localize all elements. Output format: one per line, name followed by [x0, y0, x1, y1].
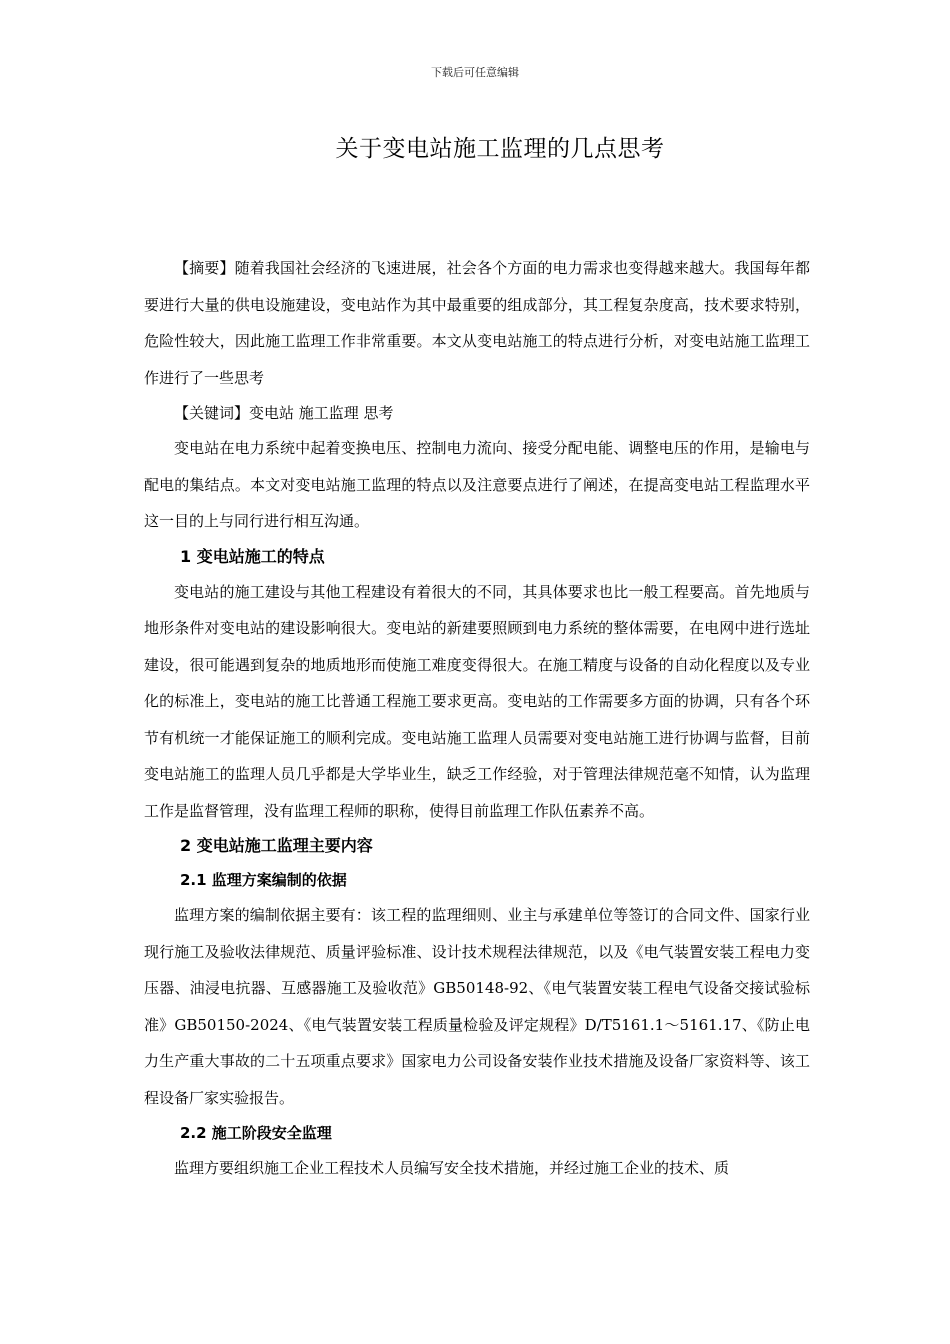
- section-2-1-paragraph: 监理方案的编制依据主要有：该工程的监理细则、业主与承建单位等签订的合同文件、国家行业现行施工及验收法律规范、质量评验标准、设计技术规程法律规范，以及《电气装置安装工程电力变压器、油浸电抗器、互感器施工及验收范》GB50148-92、《电气装置安装工程电气设备交接试验标准》GB50150-2024、《电气装置安装工程质量检验及评定规程》D/T5161.1～5161.17、《防止电力生产重大事故的二十五项重点要求》国家电力公司设备安装作业技术措施及设备厂家资料等、该工程设备厂家实验报告。: [144, 906, 810, 1107]
- intro-paragraph: 变电站在电力系统中起着变换电压、控制电力流向、接受分配电能、调整电压的作用，是输电与配电的集结点。本文对变电站施工监理的特点以及注意要点进行了阐述，在提高变电站工程监理水平这一目的上与同行进行相互沟通。: [144, 439, 810, 530]
- section-2-1-heading: 2.1 监理方案编制的依据: [180, 871, 347, 889]
- section-1-heading: 1 变电站施工的特点: [180, 546, 325, 566]
- page-header: 下载后可任意编辑: [431, 66, 519, 79]
- section-2-2-paragraph: 监理方要组织施工企业工程技术人员编写安全技术措施，并经过施工企业的技术、质: [174, 1159, 730, 1177]
- document-body: [144, 250, 810, 1187]
- section-1-paragraph: 变电站的施工建设与其他工程建设有着很大的不同，其具体要求也比一般工程要高。首先地质与地形条件对变电站的建设影响很大。变电站的新建要照顾到电力系统的整体需要，在电网中进行选址建设，很可能遇到复杂的地质地形而使施工难度变得很大。在施工精度与设备的自动化程度以及专业化的标准上，变电站的施工比普通工程施工要求更高。变电站的工作需要多方面的协调，只有各个环节有机统一才能保证施工的顺利完成。变电站施工监理人员需要对变电站施工进行协调与监督，目前变电站施工的监理人员几乎都是大学毕业生，缺乏工作经验，对于管理法律规范毫不知情，认为监理工作是监督管理，没有监理工程师的职称，使得目前监理工作队伍素养不高。: [144, 582, 810, 820]
- keywords-paragraph: 【关键词】变电站 施工监理 思考: [174, 404, 394, 422]
- section-2-heading: 2 变电站施工监理主要内容: [180, 836, 373, 855]
- section-2-2-heading: 2.2 施工阶段安全监理: [180, 1124, 332, 1142]
- abstract-paragraph: 【摘要】随着我国社会经济的飞速进展，社会各个方面的电力需求也变得越来越大。我国每年都要进行大量的供电设施建设，变电站作为其中最重要的组成部分，其工程复杂度高，技术要求特别，危险性较大，因此施工监理工作非常重要。本文从变电站施工的特点进行分析，对变电站施工监理工作进行了一些思考: [144, 259, 810, 387]
- document-title: 关于变电站施工监理的几点思考: [335, 136, 665, 162]
